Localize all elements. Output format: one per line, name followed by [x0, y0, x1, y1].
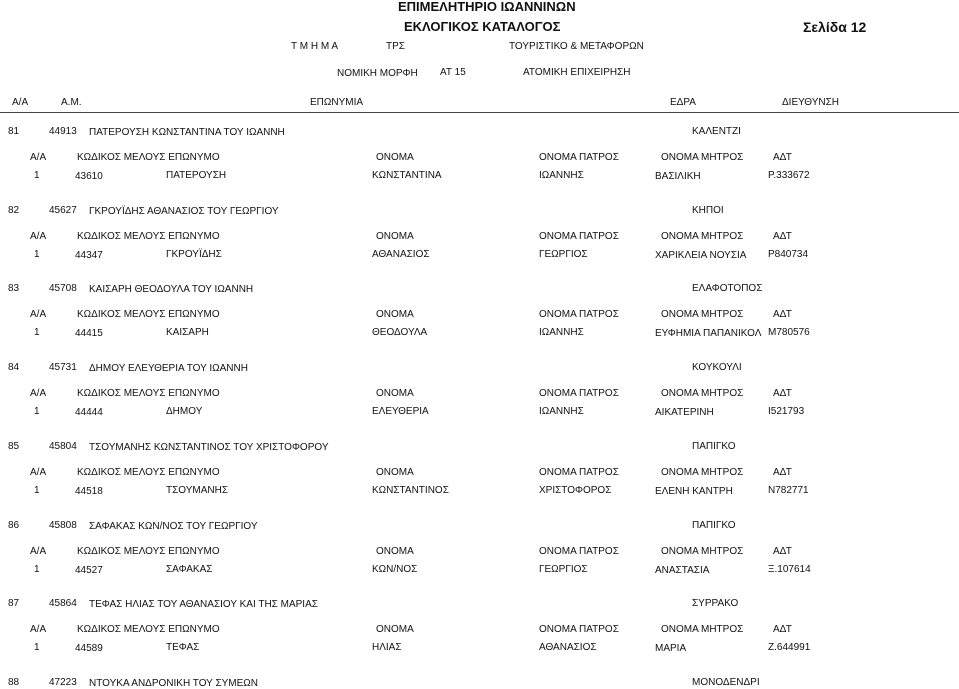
- member-code: 44444: [75, 407, 103, 418]
- member-label-code-surname: ΚΩΔΙΚΟΣ ΜΕΛΟΥΣ ΕΠΩΝΥΜΟ: [77, 152, 220, 163]
- record-seat: ΣΥΡΡΑΚΟ: [692, 598, 739, 609]
- member-label-name: ΟΝΟΜΑ: [376, 231, 414, 242]
- record-seat: ΚΑΛΕΝΤΖΙ: [692, 126, 741, 137]
- sector-label: ΤΟΥΡΙΣΤΙΚΟ & ΜΕΤΑΦΟΡΩΝ: [509, 41, 644, 52]
- member-aa: 1: [34, 485, 40, 496]
- member-name: ΚΩΝΣΤΑΝΤΙΝΟΣ: [372, 485, 449, 496]
- member-father: ΓΕΩΡΓΙΟΣ: [539, 249, 588, 260]
- member-mother: ΧΑΡΙΚΛΕΙΑ ΝΟΥΣΙΑ: [655, 250, 747, 261]
- record-aa: 87: [8, 598, 20, 609]
- member-label-aa: Α/Α: [30, 309, 47, 320]
- member-father: ΙΩΑΝΝΗΣ: [539, 406, 584, 417]
- member-aa: 1: [34, 564, 40, 575]
- member-id: Ξ.107614: [768, 564, 811, 575]
- member-label-name: ΟΝΟΜΑ: [376, 388, 414, 399]
- record-name: ΝΤΟΥΚΑ ΑΝΔΡΟΝΙΚΗ ΤΟΥ ΣΥΜΕΩΝ: [89, 678, 258, 689]
- member-label-id: ΑΔΤ: [773, 231, 792, 242]
- member-surname: ΚΑΙΣΑΡΗ: [166, 327, 209, 338]
- member-label-mother: ΟΝΟΜΑ ΜΗΤΡΟΣ: [661, 546, 744, 557]
- member-surname: ΤΣΟΥΜΑΝΗΣ: [166, 485, 229, 496]
- member-father: ΓΕΩΡΓΙΟΣ: [539, 564, 588, 575]
- member-label-id: ΑΔΤ: [773, 467, 792, 478]
- record-aa: 81: [8, 126, 20, 137]
- member-name: ΚΩΝΣΤΑΝΤΙΝΑ: [372, 170, 442, 181]
- member-label-mother: ΟΝΟΜΑ ΜΗΤΡΟΣ: [661, 231, 744, 242]
- record-am: 44913: [49, 126, 77, 137]
- member-surname: ΣΑΦΑΚΑΣ: [166, 564, 213, 575]
- member-label-aa: Α/Α: [30, 624, 47, 635]
- record-aa: 83: [8, 283, 20, 294]
- member-id: Ζ.644991: [768, 642, 811, 653]
- record-name: ΔΗΜΟΥ ΕΛΕΥΘΕΡΙΑ ΤΟΥ ΙΩΑΝΝΗ: [89, 363, 248, 374]
- record-seat: ΠΑΠΙΓΚΟ: [692, 441, 736, 452]
- member-name: ΗΛΙΑΣ: [372, 642, 402, 653]
- member-code: 44518: [75, 486, 103, 497]
- member-label-name: ΟΝΟΜΑ: [376, 624, 414, 635]
- member-code: 44527: [75, 565, 103, 576]
- member-label-code-surname: ΚΩΔΙΚΟΣ ΜΕΛΟΥΣ ΕΠΩΝΥΜΟ: [77, 309, 220, 320]
- report-title-chamber: ΕΠΙΜΕΛΗΤΗΡΙΟ ΙΩΑΝΝΙΝΩΝ: [398, 0, 576, 14]
- member-surname: ΓΚΡΟΥΪΔΗΣ: [166, 249, 222, 260]
- member-id: Μ780576: [768, 327, 810, 338]
- member-id: Ν782771: [768, 485, 809, 496]
- header-divider: [0, 112, 959, 113]
- record-name: ΓΚΡΟΥΪΔΗΣ ΑΘΑΝΑΣΙΟΣ ΤΟΥ ΓΕΩΡΓΙΟΥ: [89, 206, 279, 217]
- record-aa: 84: [8, 362, 20, 373]
- member-id: Ι521793: [768, 406, 805, 417]
- member-label-id: ΑΔΤ: [773, 546, 792, 557]
- member-label-mother: ΟΝΟΜΑ ΜΗΤΡΟΣ: [661, 152, 744, 163]
- trs-label: ΤΡΣ: [386, 41, 405, 52]
- member-label-father: ΟΝΟΜΑ ΠΑΤΡΟΣ: [539, 546, 619, 557]
- tmima-label: Τ Μ Η Μ Α: [291, 41, 339, 52]
- member-label-mother: ΟΝΟΜΑ ΜΗΤΡΟΣ: [661, 388, 744, 399]
- record-name: ΚΑΙΣΑΡΗ ΘΕΟΔΟΥΛΑ ΤΟΥ ΙΩΑΝΝΗ: [89, 284, 254, 295]
- member-label-aa: Α/Α: [30, 152, 47, 163]
- legal-form-value: ΑΤΟΜΙΚΗ ΕΠΙΧΕΙΡΗΣΗ: [523, 67, 631, 78]
- member-code: 44347: [75, 250, 103, 261]
- member-label-father: ΟΝΟΜΑ ΠΑΤΡΟΣ: [539, 624, 619, 635]
- member-code: 44589: [75, 643, 103, 654]
- member-name: ΕΛΕΥΘΕΡΙΑ: [372, 406, 429, 417]
- member-label-father: ΟΝΟΜΑ ΠΑΤΡΟΣ: [539, 152, 619, 163]
- record-seat: ΕΛΑΦΟΤΟΠΟΣ: [692, 283, 763, 294]
- member-surname: ΤΕΦΑΣ: [166, 642, 200, 653]
- member-label-id: ΑΔΤ: [773, 152, 792, 163]
- record-name: ΤΕΦΑΣ ΗΛΙΑΣ ΤΟΥ ΑΘΑΝΑΣΙΟΥ ΚΑΙ ΤΗΣ ΜΑΡΙΑΣ: [89, 599, 318, 610]
- member-father: ΙΩΑΝΝΗΣ: [539, 327, 584, 338]
- record-am: 45864: [49, 598, 77, 609]
- member-mother: ΑΝΑΣΤΑΣΙΑ: [655, 565, 710, 576]
- member-aa: 1: [34, 327, 40, 338]
- member-surname: ΔΗΜΟΥ: [166, 406, 203, 417]
- member-label-aa: Α/Α: [30, 388, 47, 399]
- member-label-code-surname: ΚΩΔΙΚΟΣ ΜΕΛΟΥΣ ΕΠΩΝΥΜΟ: [77, 231, 220, 242]
- record-am: 45808: [49, 520, 77, 531]
- member-name: ΚΩΝ/ΝΟΣ: [372, 564, 418, 575]
- col-header-aa: Α/Α: [12, 97, 29, 108]
- member-label-mother: ΟΝΟΜΑ ΜΗΤΡΟΣ: [661, 467, 744, 478]
- member-label-aa: Α/Α: [30, 467, 47, 478]
- member-mother: ΑΙΚΑΤΕΡΙΝΗ: [655, 407, 714, 418]
- member-label-father: ΟΝΟΜΑ ΠΑΤΡΟΣ: [539, 388, 619, 399]
- col-header-am: Α.Μ.: [61, 97, 82, 108]
- record-seat: ΜΟΝΟΔΕΝΔΡΙ: [692, 677, 760, 688]
- member-label-father: ΟΝΟΜΑ ΠΑΤΡΟΣ: [539, 231, 619, 242]
- member-surname: ΠΑΤΕΡΟΥΣΗ: [166, 170, 227, 181]
- record-name: ΠΑΤΕΡΟΥΣΗ ΚΩΝΣΤΑΝΤΙΝΑ ΤΟΥ ΙΩΑΝΝΗ: [89, 127, 285, 138]
- member-label-father: ΟΝΟΜΑ ΠΑΤΡΟΣ: [539, 309, 619, 320]
- record-am: 45627: [49, 205, 77, 216]
- record-seat: ΚΗΠΟΙ: [692, 205, 724, 216]
- member-label-code-surname: ΚΩΔΙΚΟΣ ΜΕΛΟΥΣ ΕΠΩΝΥΜΟ: [77, 388, 220, 399]
- member-label-code-surname: ΚΩΔΙΚΟΣ ΜΕΛΟΥΣ ΕΠΩΝΥΜΟ: [77, 624, 220, 635]
- record-aa: 85: [8, 441, 20, 452]
- member-label-father: ΟΝΟΜΑ ΠΑΤΡΟΣ: [539, 467, 619, 478]
- record-am: 45708: [49, 283, 77, 294]
- member-code: 43610: [75, 171, 103, 182]
- member-label-name: ΟΝΟΜΑ: [376, 546, 414, 557]
- col-header-address: ΔΙΕΥΘΥΝΣΗ: [782, 97, 839, 108]
- member-label-code-surname: ΚΩΔΙΚΟΣ ΜΕΛΟΥΣ ΕΠΩΝΥΜΟ: [77, 467, 220, 478]
- member-mother: ΜΑΡΙΑ: [655, 643, 687, 654]
- member-name: ΘΕΟΔΟΥΛΑ: [372, 327, 428, 338]
- member-aa: 1: [34, 249, 40, 260]
- member-label-id: ΑΔΤ: [773, 388, 792, 399]
- record-name: ΤΣΟΥΜΑΝΗΣ ΚΩΝΣΤΑΝΤΙΝΟΣ ΤΟΥ ΧΡΙΣΤΟΦΟΡΟΥ: [89, 442, 329, 453]
- report-title-catalog: ΕΚΛΟΓΙΚΟΣ ΚΑΤΑΛΟΓΟΣ: [404, 19, 561, 34]
- record-am: 47223: [49, 677, 77, 688]
- record-am: 45804: [49, 441, 77, 452]
- member-label-id: ΑΔΤ: [773, 309, 792, 320]
- record-aa: 86: [8, 520, 20, 531]
- member-id: Ρ.333672: [768, 170, 810, 181]
- page-number: Σελίδα 12: [803, 19, 867, 35]
- member-mother: ΒΑΣΙΛΙΚΗ: [655, 171, 701, 182]
- record-name: ΣΑΦΑΚΑΣ ΚΩΝ/ΝΟΣ ΤΟΥ ΓΕΩΡΓΙΟΥ: [89, 521, 258, 532]
- member-father: ΧΡΙΣΤΟΦΟΡΟΣ: [539, 485, 612, 496]
- member-father: ΙΩΑΝΝΗΣ: [539, 170, 584, 181]
- member-label-mother: ΟΝΟΜΑ ΜΗΤΡΟΣ: [661, 624, 744, 635]
- member-aa: 1: [34, 642, 40, 653]
- member-aa: 1: [34, 170, 40, 181]
- member-id: Ρ840734: [768, 249, 809, 260]
- col-header-name: ΕΠΩΝΥΜΙΑ: [310, 97, 364, 108]
- member-label-aa: Α/Α: [30, 546, 47, 557]
- record-aa: 88: [8, 677, 20, 688]
- member-father: ΑΘΑΝΑΣΙΟΣ: [539, 642, 597, 653]
- col-header-seat: ΕΔΡΑ: [670, 97, 696, 108]
- legal-form-label: ΝΟΜΙΚΗ ΜΟΡΦΗ: [337, 68, 418, 79]
- record-aa: 82: [8, 205, 20, 216]
- member-label-name: ΟΝΟΜΑ: [376, 152, 414, 163]
- member-label-aa: Α/Α: [30, 231, 47, 242]
- member-label-code-surname: ΚΩΔΙΚΟΣ ΜΕΛΟΥΣ ΕΠΩΝΥΜΟ: [77, 546, 220, 557]
- member-label-name: ΟΝΟΜΑ: [376, 309, 414, 320]
- member-mother: ΕΛΕΝΗ ΚΑΝΤΡΗ: [655, 486, 733, 497]
- member-label-id: ΑΔΤ: [773, 624, 792, 635]
- member-aa: 1: [34, 406, 40, 417]
- record-seat: ΠΑΠΙΓΚΟ: [692, 520, 736, 531]
- record-am: 45731: [49, 362, 77, 373]
- at-label: ΑΤ 15: [440, 67, 466, 78]
- member-label-name: ΟΝΟΜΑ: [376, 467, 414, 478]
- member-label-mother: ΟΝΟΜΑ ΜΗΤΡΟΣ: [661, 309, 744, 320]
- record-seat: ΚΟΥΚΟΥΛΙ: [692, 362, 742, 373]
- member-mother: ΕΥΦΗΜΙΑ ΠΑΠΑΝΙΚΟΛ: [655, 328, 762, 339]
- member-code: 44415: [75, 328, 103, 339]
- member-name: ΑΘΑΝΑΣΙΟΣ: [372, 249, 430, 260]
